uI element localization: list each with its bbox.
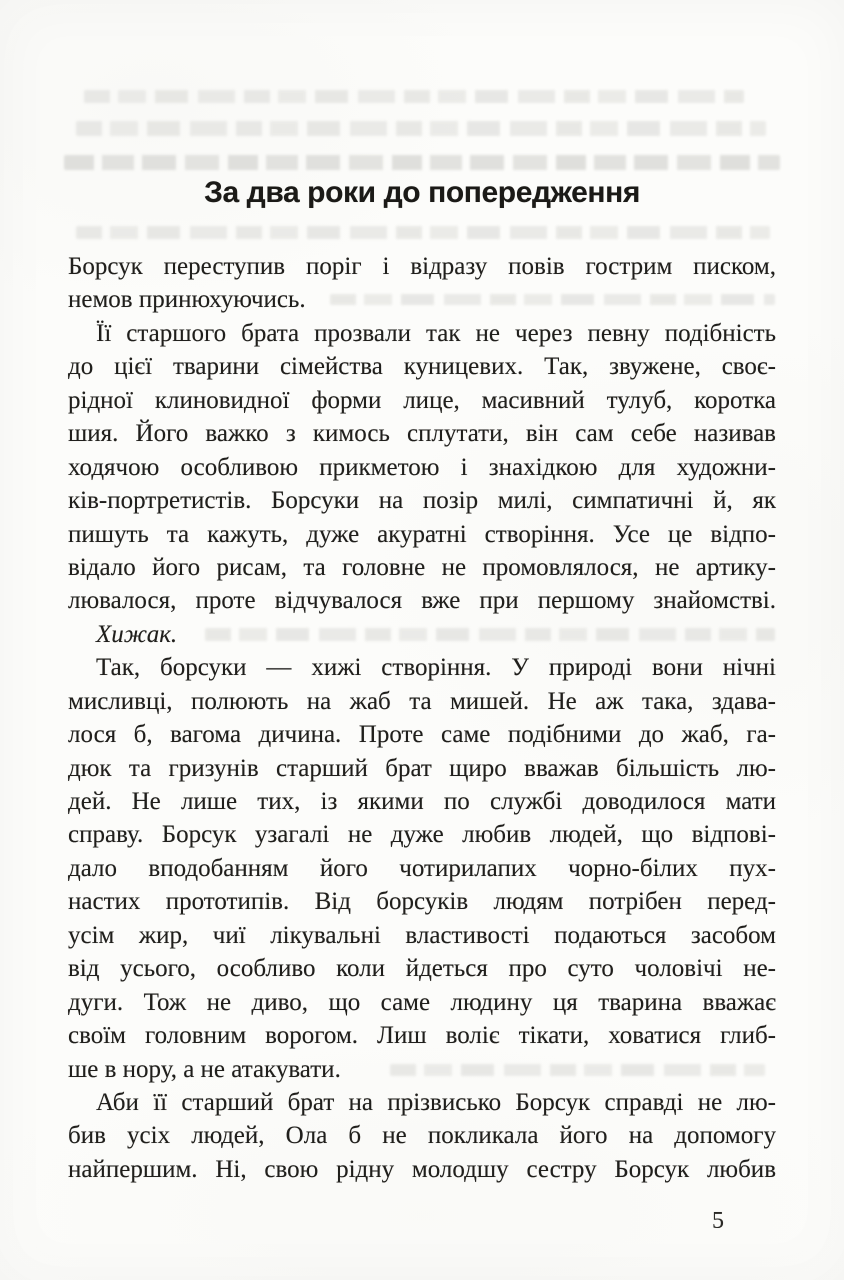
bleedthrough-text [84, 90, 744, 103]
bleedthrough-text [64, 155, 780, 170]
text-line: Так, борсуки — хижі створіння. У природі вони нічні [96, 654, 776, 682]
text-line: ше в нору, а не атакувати. [68, 1055, 341, 1083]
text-line: мисливці, полюють на жаб та мишей. Не аж така, здава- [68, 687, 776, 715]
text-line: від усього, особливо коли йдеться про суто чоловічі не- [68, 955, 776, 983]
text-line: дей. Не лише тих, із якими по службі доводилося мати [68, 788, 776, 815]
text-line: шия. Його важко з кимось сплутати, він сам себе називав [68, 420, 776, 448]
text-line: дало вподобанням його чотирилапих чорно-білих пух- [68, 854, 776, 882]
text-line: справу. Борсук узагалі не дуже любив людей, що відпові- [68, 821, 776, 849]
text-line: бив усіх людей, Ола б не покликала його на допомогу [68, 1122, 776, 1150]
paragraph [68, 317, 776, 618]
text-line: немов принюхуючись. [68, 286, 306, 314]
text-line: відало його рисам, та головне не промовлялося, не артику- [68, 553, 776, 581]
text-line: дуги. Тож не диво, що саме людину ця тварина вважає [68, 988, 776, 1016]
text-line: Аби її старший брат на прізвисько Борсук справді не лю- [96, 1088, 776, 1116]
text-line: усім жир, чиї лікувальні властивості подаються засобом [68, 921, 776, 949]
text-line: ків-портретистів. Борсуки на позір милі, симпатичні й, як [68, 487, 776, 515]
paragraph [68, 250, 776, 317]
text-line: лося б, вагома дичина. Проте саме подібними до жаб, га- [68, 721, 776, 749]
text-line: ходячою особливою прикметою і знахідкою для художни- [68, 453, 776, 481]
text-line: рідної клиновидної форми лице, масивний тулуб, коротка [68, 386, 776, 414]
paragraph [68, 651, 776, 1086]
text-line: Її старшого брата прозвали так не через певну подібність [96, 319, 776, 347]
text-line: дюк та гризунів старший брат щиро вважав більшість лю- [68, 754, 776, 782]
paragraph [68, 618, 776, 651]
chapter-heading: За два роки до попередження [204, 176, 640, 209]
text-line: найпершим. Ні, свою рідну молодшу сестру Борсук любив [68, 1155, 776, 1183]
text-line: своїм головним ворогом. Лиш воліє тікати, ховатися глиб- [68, 1022, 776, 1050]
text-line: лювалося, проте відчувалося вже при першому знайомстві. [68, 587, 776, 615]
bleedthrough-text [76, 226, 770, 239]
text-line: Борсук переступив поріг і відразу повів гострим писком, [68, 253, 776, 280]
text-line: до цієї тварини сімейства куницевих. Так, звужене, своє- [68, 353, 776, 381]
paragraph [68, 1086, 776, 1186]
text-line: пишуть та кажуть, дуже акуратні створіння. Усе це відпо- [68, 520, 776, 548]
body-text [68, 250, 776, 1186]
text-line: настих прототипів. Від борсуків людям потрібен перед- [68, 888, 776, 916]
bleedthrough-text [76, 121, 766, 136]
page-number: 5 [712, 1208, 724, 1234]
text-line: Хижак. [96, 620, 178, 648]
